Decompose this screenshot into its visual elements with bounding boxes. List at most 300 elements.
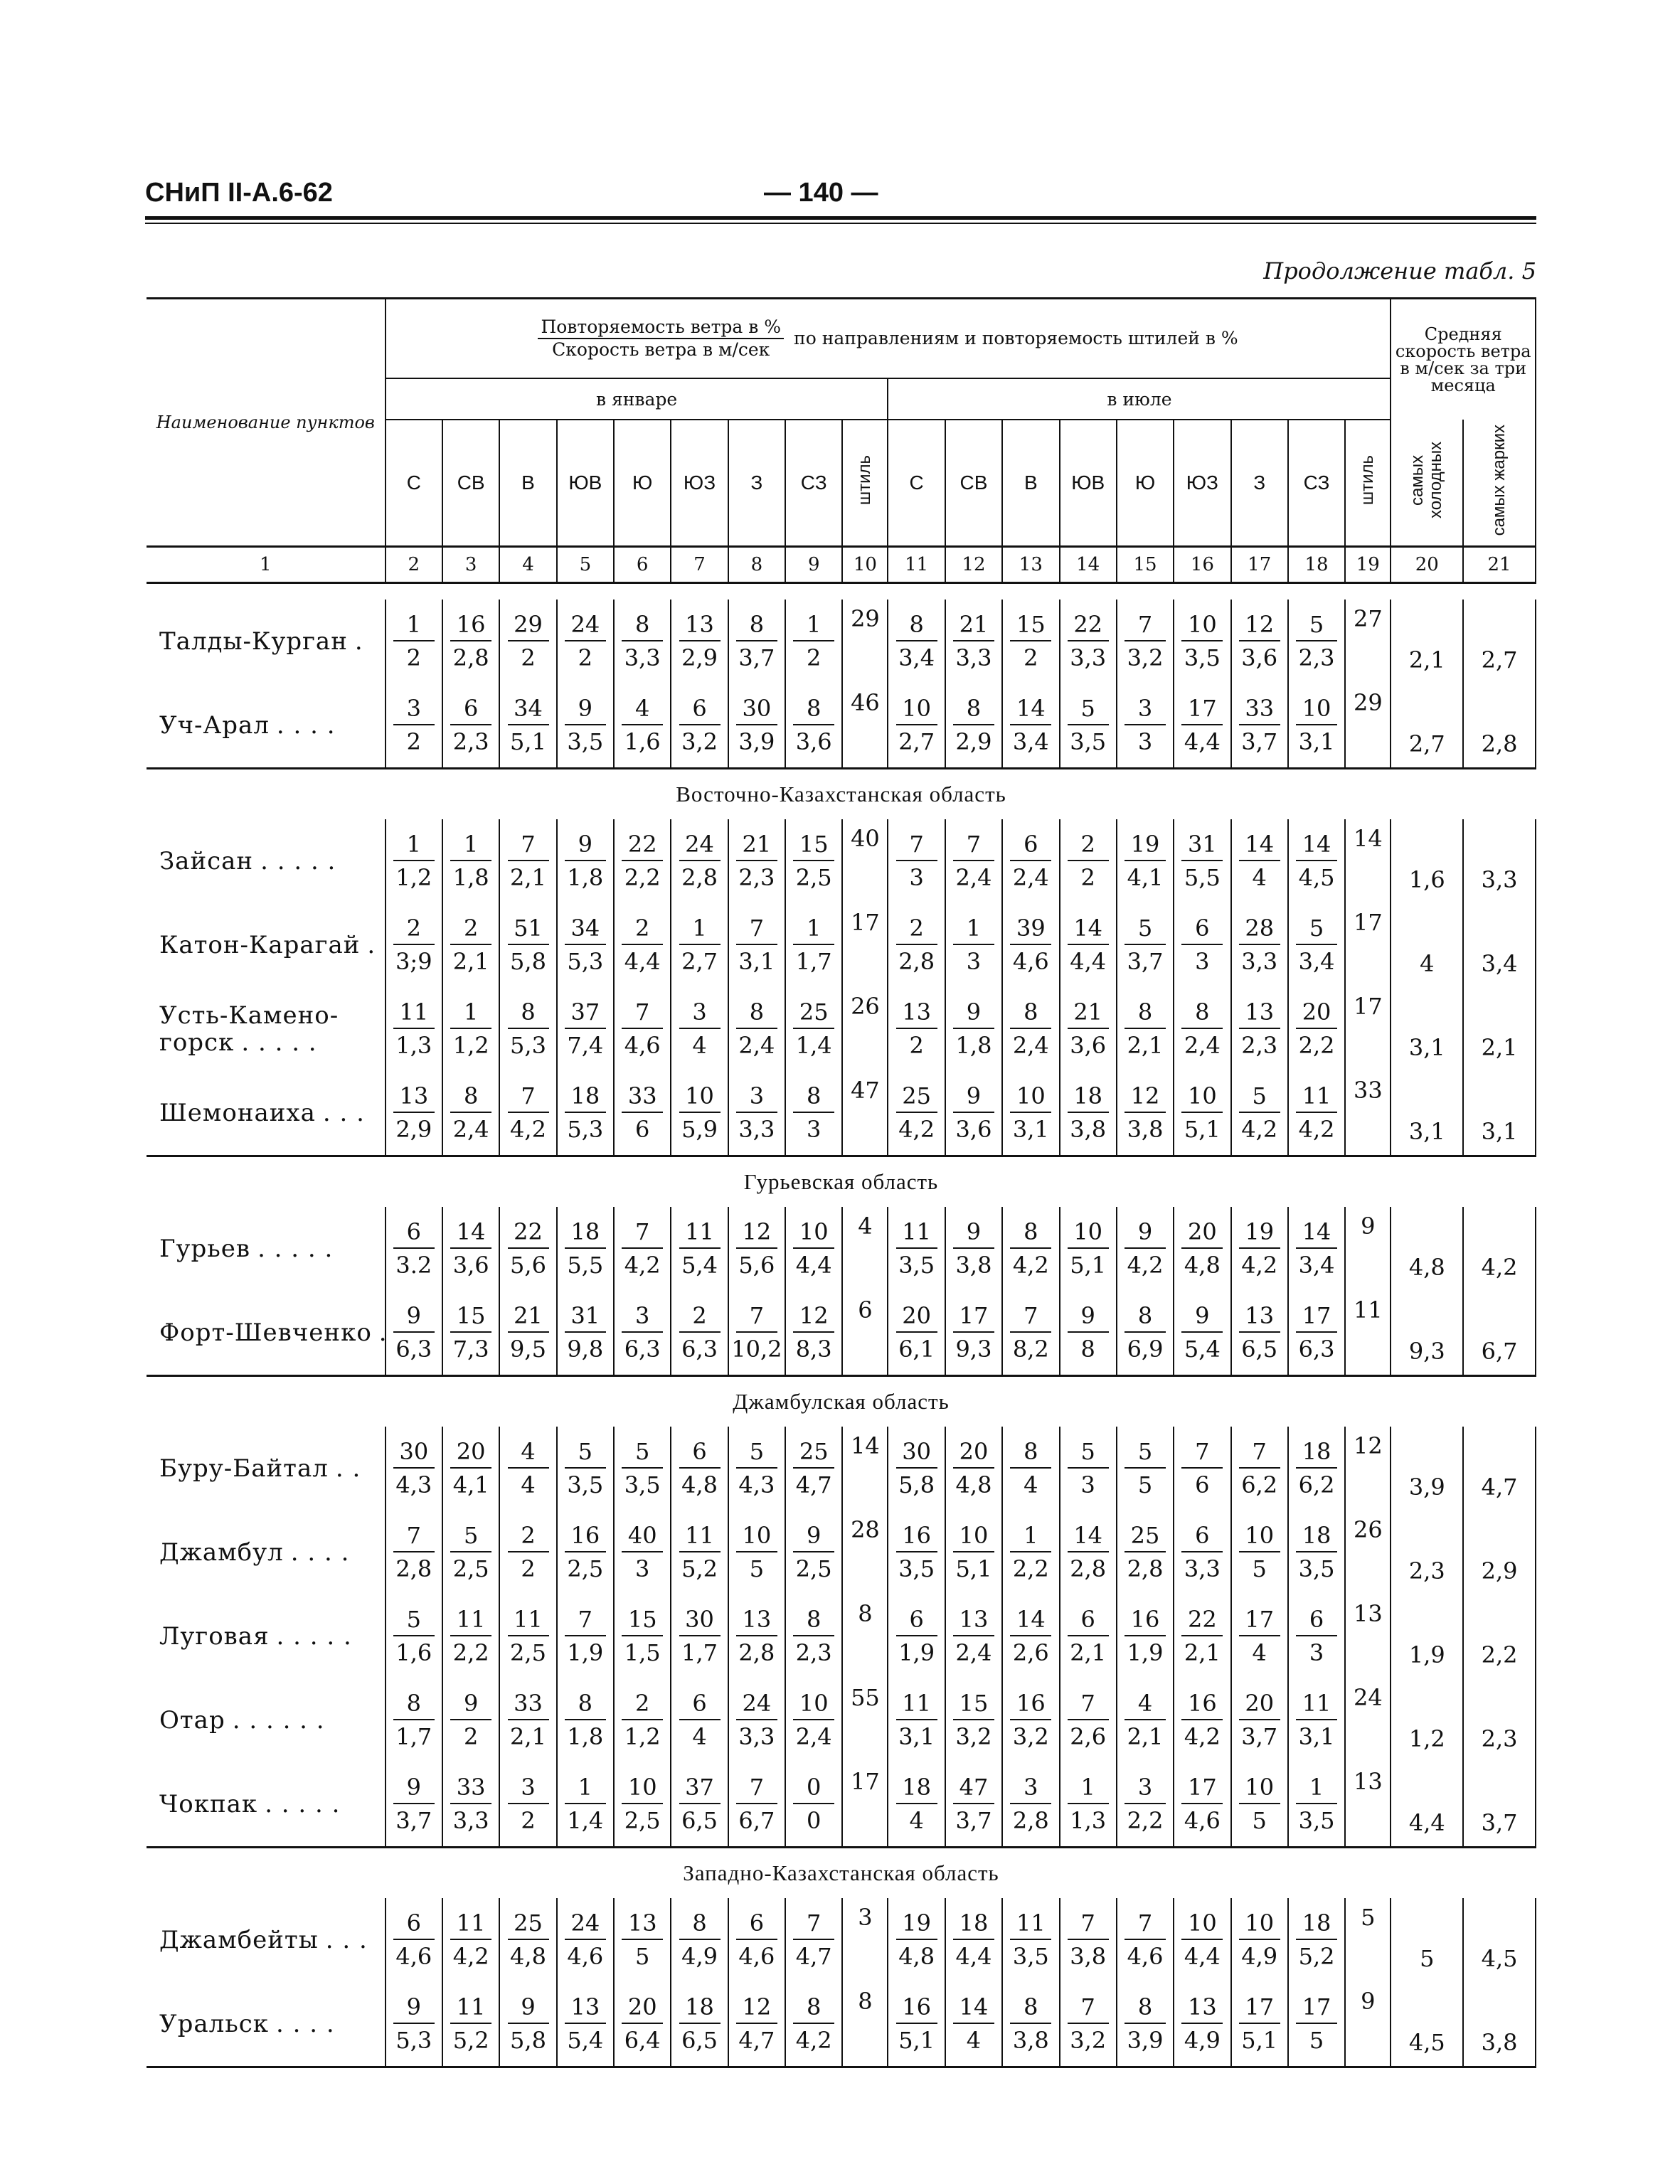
wind-speed: 4,4 <box>795 1252 832 1279</box>
header-direction-jul: СЗ <box>1288 420 1345 547</box>
wind-fraction <box>946 819 1001 903</box>
wind-cell-jul <box>945 1291 1002 1376</box>
wind-frequency: 37 <box>679 1772 721 1804</box>
wind-cell-jan <box>499 600 556 683</box>
wind-frequency: 14 <box>450 1216 491 1249</box>
wind-frequency: 8 <box>508 996 549 1029</box>
wind-fraction <box>946 1594 1001 1678</box>
wind-fraction <box>1117 1071 1173 1155</box>
wind-fraction <box>671 987 727 1071</box>
wind-cell-jan <box>386 1427 442 1511</box>
wind-fraction <box>615 1762 670 1846</box>
wind-fraction <box>888 903 944 987</box>
wind-frequency: 5 <box>1068 1436 1109 1469</box>
wind-speed: 8,3 <box>795 1336 832 1363</box>
wind-frequency: 6 <box>679 693 721 725</box>
wind-cell-jan <box>614 600 671 683</box>
wind-speed: 3 <box>807 1116 822 1143</box>
wind-fraction <box>615 1594 670 1678</box>
wind-fraction <box>888 683 944 767</box>
calm-frequency-jul: 29 <box>1345 683 1391 769</box>
page-header <box>145 178 1536 215</box>
wind-frequency: 10 <box>896 693 937 725</box>
wind-fraction <box>500 1898 555 1982</box>
wind-cell-jan <box>728 1071 785 1156</box>
wind-fraction <box>1289 819 1344 903</box>
wind-cell-jan <box>671 1762 728 1848</box>
station-name <box>147 1898 386 1982</box>
wind-fraction <box>946 600 1001 683</box>
wind-fraction <box>729 1678 785 1762</box>
wind-fraction <box>786 1982 841 2066</box>
wind-speed: 4,8 <box>955 1471 992 1498</box>
wind-speed: 2,7 <box>898 728 935 755</box>
wind-fraction <box>1117 1291 1173 1375</box>
wind-cell-jul <box>1231 1207 1288 1291</box>
calm-frequency-jan: 47 <box>842 1071 888 1156</box>
wind-cell-jan <box>728 600 785 683</box>
wind-fraction <box>1232 903 1287 987</box>
wind-cell-jul <box>1002 1594 1059 1678</box>
wind-cell-jan <box>785 1071 842 1156</box>
wind-speed: 6,1 <box>898 1336 935 1363</box>
wind-frequency: 6 <box>1068 1604 1109 1636</box>
wind-fraction <box>386 683 442 767</box>
wind-fraction <box>1174 903 1230 987</box>
wind-fraction <box>786 1071 841 1155</box>
column-number: 15 <box>1117 547 1174 583</box>
wind-fraction <box>1117 1511 1173 1594</box>
station-name-text: Гурьев <box>159 1235 251 1263</box>
wind-cell-jan <box>785 987 842 1071</box>
wind-cell-jul <box>1060 1207 1117 1291</box>
header-direction-jul: ЮЗ <box>1174 420 1230 547</box>
wind-cell-jan <box>442 819 499 903</box>
wind-speed: 3,5 <box>1298 1807 1335 1834</box>
wind-cell-jan <box>557 1982 614 2067</box>
wind-frequency: 3 <box>1010 1772 1051 1804</box>
wind-cell-jul <box>888 1511 945 1594</box>
station-name <box>147 903 386 987</box>
wind-frequency: 9 <box>1181 1300 1223 1333</box>
wind-speed: 3,9 <box>1127 2027 1164 2054</box>
wind-speed: 1,6 <box>395 1639 432 1666</box>
wind-speed: 3,7 <box>1127 948 1164 975</box>
wind-frequency: 8 <box>1010 1216 1051 1249</box>
wind-frequency: 18 <box>565 1080 606 1113</box>
wind-frequency: 3 <box>679 996 721 1029</box>
wind-fraction <box>1003 1594 1058 1678</box>
wind-frequency: 17 <box>1296 1991 1337 2024</box>
wind-frequency: 14 <box>1239 829 1280 861</box>
wind-fraction <box>1232 819 1287 903</box>
wind-frequency: 11 <box>1296 1688 1337 1720</box>
wind-speed: 5,3 <box>395 2027 432 2054</box>
wind-frequency: 21 <box>736 829 777 861</box>
wind-speed: 3,3 <box>1070 644 1107 671</box>
wind-fraction <box>1232 1678 1287 1762</box>
wind-cell-jul <box>1060 1898 1117 1982</box>
header-direction-jul: З <box>1231 420 1288 547</box>
wind-speed: 5,6 <box>738 1252 775 1279</box>
wind-cell-jan <box>557 1427 614 1511</box>
wind-speed: 2,2 <box>1127 1807 1164 1834</box>
calm-frequency-jan: 40 <box>842 819 888 903</box>
wind-fraction <box>558 1762 613 1846</box>
wind-speed: 4 <box>909 1807 924 1834</box>
wind-fraction <box>1060 903 1116 987</box>
wind-cell-jan <box>614 1982 671 2067</box>
wind-cell-jul <box>1002 600 1059 683</box>
wind-speed: 5,2 <box>681 1555 718 1582</box>
wind-fraction <box>558 1898 613 1982</box>
wind-speed: 2,4 <box>452 1116 489 1143</box>
wind-fraction <box>786 1898 841 1982</box>
wind-frequency: 33 <box>508 1688 549 1720</box>
wind-frequency: 14 <box>953 1991 994 2024</box>
wind-cell-jul <box>1002 1982 1059 2067</box>
wind-fraction <box>615 1291 670 1375</box>
station-name <box>147 1207 386 1291</box>
station-name <box>147 987 386 1071</box>
wind-cell-jul <box>1231 903 1288 987</box>
wind-speed: 2,5 <box>795 864 832 891</box>
header-direction-jul: В <box>1002 420 1059 547</box>
wind-fraction <box>558 683 613 767</box>
header-hottest-label: самых жарких <box>1489 424 1509 536</box>
wind-fraction <box>443 819 499 903</box>
wind-frequency: 17 <box>1181 1772 1223 1804</box>
wind-fraction <box>1232 1207 1287 1291</box>
wind-frequency: 10 <box>953 1520 994 1552</box>
wind-fraction <box>946 1678 1001 1762</box>
wind-cell-jan <box>386 987 442 1071</box>
wind-cell-jul <box>1117 1982 1174 2067</box>
wind-speed: 5,8 <box>510 2027 546 2054</box>
wind-cell-jul <box>1002 1898 1059 1982</box>
wind-fraction <box>1289 1762 1344 1846</box>
wind-speed: 6,3 <box>1298 1336 1335 1363</box>
wind-frequency: 33 <box>622 1080 663 1113</box>
wind-fraction <box>1060 1291 1116 1375</box>
wind-cell-jul <box>1288 1898 1345 1982</box>
wind-frequency: 10 <box>622 1772 663 1804</box>
wind-cell-jan <box>671 903 728 987</box>
wind-speed: 3,3 <box>624 644 661 671</box>
wind-speed: 4 <box>1252 864 1267 891</box>
wind-fraction <box>1289 903 1344 987</box>
wind-fraction <box>1117 1898 1173 1982</box>
wind-speed: 4,7 <box>795 1943 832 1970</box>
wind-cell-jan <box>728 1207 785 1291</box>
wind-cell-jan <box>614 1071 671 1156</box>
avg-speed-coldest: 4,4 <box>1391 1762 1463 1848</box>
wind-fraction <box>671 1291 727 1375</box>
wind-speed: 3,3 <box>955 644 992 671</box>
wind-frequency: 9 <box>565 829 606 861</box>
wind-cell-jul <box>1174 1427 1230 1511</box>
wind-cell-jul <box>1117 903 1174 987</box>
wind-speed: 3,6 <box>795 728 832 755</box>
wind-frequency: 8 <box>1125 1300 1166 1333</box>
wind-frequency: 9 <box>953 1080 994 1113</box>
wind-cell-jan <box>557 600 614 683</box>
wind-speed: 2,8 <box>395 1555 432 1582</box>
wind-cell-jan <box>614 1898 671 1982</box>
wind-cell-jul <box>1060 1762 1117 1848</box>
wind-frequency: 1 <box>450 829 491 861</box>
wind-frequency: 10 <box>1181 1080 1223 1113</box>
wind-cell-jan <box>614 1511 671 1594</box>
wind-fraction <box>1060 683 1116 767</box>
wind-frequency: 4 <box>622 693 663 725</box>
wind-frequency: 25 <box>793 1436 834 1469</box>
wind-cell-jul <box>1117 1291 1174 1376</box>
wind-frequency: 7 <box>793 1907 834 1940</box>
wind-frequency: 11 <box>450 1907 491 1940</box>
wind-speed: 5,9 <box>681 1116 718 1143</box>
wind-speed: 3,5 <box>898 1252 935 1279</box>
wind-speed: 2,1 <box>510 1723 546 1750</box>
wind-fraction <box>558 1071 613 1155</box>
wind-frequency: 1 <box>793 609 834 641</box>
wind-cell-jan <box>442 1594 499 1678</box>
wind-speed: 3,3 <box>738 1723 775 1750</box>
wind-frequency: 7 <box>622 996 663 1029</box>
wind-cell-jul <box>1231 1594 1288 1678</box>
wind-fraction <box>1003 819 1058 903</box>
wind-frequency: 3 <box>1125 1772 1166 1804</box>
wind-frequency: 8 <box>1010 1991 1051 2024</box>
wind-fraction <box>1174 1291 1230 1375</box>
header-main-title <box>386 299 1391 379</box>
wind-cell-jul <box>1117 1511 1174 1594</box>
wind-frequency: 7 <box>1068 1991 1109 2024</box>
wind-frequency: 5 <box>1296 609 1337 641</box>
station-name <box>147 1678 386 1762</box>
wind-cell-jan <box>785 1291 842 1376</box>
column-number: 21 <box>1463 547 1536 583</box>
wind-frequency: 29 <box>508 609 549 641</box>
header-direction-jan: З <box>728 420 785 547</box>
wind-speed: 5 <box>749 1555 765 1582</box>
wind-fraction <box>888 1291 944 1375</box>
wind-fraction <box>1117 1678 1173 1762</box>
wind-speed: 3,9 <box>738 728 775 755</box>
wind-cell-jul <box>1060 1511 1117 1594</box>
wind-frequency: 16 <box>896 1520 937 1552</box>
wind-fraction <box>888 987 944 1071</box>
wind-fraction <box>500 1511 555 1594</box>
column-number: 12 <box>945 547 1002 583</box>
wind-speed: 5,5 <box>567 1252 604 1279</box>
calm-frequency-jan: 29 <box>842 600 888 683</box>
wind-speed: 3,8 <box>955 1252 992 1279</box>
leader-dots: . . . . <box>276 2010 335 2038</box>
avg-speed-coldest: 1,2 <box>1391 1678 1463 1762</box>
wind-fraction <box>1003 903 1058 987</box>
wind-cell-jul <box>1174 683 1230 769</box>
wind-frequency: 6 <box>450 693 491 725</box>
wind-fraction <box>888 1207 944 1291</box>
wind-speed: 4,2 <box>510 1116 546 1143</box>
wind-cell-jan <box>442 1427 499 1511</box>
wind-fraction <box>729 1511 785 1594</box>
avg-speed-hottest: 6,7 <box>1463 1291 1536 1376</box>
wind-speed: 2 <box>1024 644 1038 671</box>
wind-fraction <box>1003 1071 1058 1155</box>
wind-fraction <box>671 1511 727 1594</box>
header-direction-jul: ЮВ <box>1060 420 1117 547</box>
station-name-text: Усть-Камено- <box>159 1001 339 1030</box>
wind-speed: 2,5 <box>510 1639 546 1666</box>
wind-cell-jul <box>945 1071 1002 1156</box>
wind-speed: 4,3 <box>738 1471 775 1498</box>
wind-fraction <box>671 1982 727 2066</box>
wind-fraction <box>729 683 785 767</box>
wind-fraction <box>615 1511 670 1594</box>
wind-frequency: 12 <box>736 1216 777 1249</box>
wind-speed: 1,6 <box>624 728 661 755</box>
wind-frequency: 11 <box>1296 1080 1337 1113</box>
header-direction-jan: СВ <box>442 420 499 547</box>
wind-cell-jan <box>614 903 671 987</box>
wind-speed: 3,8 <box>1012 2027 1049 2054</box>
wind-speed: 5,5 <box>1184 864 1221 891</box>
wind-frequency: 9 <box>393 1300 435 1333</box>
column-number: 17 <box>1231 547 1288 583</box>
wind-cell-jan <box>785 1678 842 1762</box>
wind-fraction <box>500 1982 555 2066</box>
wind-fraction <box>558 903 613 987</box>
wind-frequency: 6 <box>1010 829 1051 861</box>
wind-frequency: 15 <box>450 1300 491 1333</box>
wind-frequency: 7 <box>1125 609 1166 641</box>
wind-speed: 4,8 <box>510 1943 546 1970</box>
wind-frequency: 15 <box>622 1604 663 1636</box>
wind-frequency: 18 <box>1296 1520 1337 1552</box>
wind-fraction <box>386 1207 442 1291</box>
wind-frequency: 8 <box>1010 1436 1051 1469</box>
wind-cell-jan <box>557 1898 614 1982</box>
wind-cell-jul <box>1002 683 1059 769</box>
wind-fraction <box>786 1207 841 1291</box>
wind-speed: 5 <box>1252 1807 1267 1834</box>
wind-cell-jan <box>671 1594 728 1678</box>
wind-frequency: 6 <box>736 1907 777 1940</box>
wind-fraction <box>443 1511 499 1594</box>
wind-speed: 4,2 <box>898 1116 935 1143</box>
avg-speed-coldest: 9,3 <box>1391 1291 1463 1376</box>
wind-cell-jan <box>728 683 785 769</box>
column-number: 4 <box>499 547 556 583</box>
wind-cell-jul <box>1174 1511 1230 1594</box>
wind-cell-jul <box>1231 1898 1288 1982</box>
wind-speed: 3,6 <box>955 1116 992 1143</box>
wind-frequency: 11 <box>679 1520 721 1552</box>
wind-cell-jan <box>499 1678 556 1762</box>
wind-frequency: 10 <box>1181 1907 1223 1940</box>
wind-cell-jul <box>1231 683 1288 769</box>
wind-cell-jan <box>557 1762 614 1848</box>
wind-frequency: 2 <box>393 912 435 945</box>
wind-fraction <box>888 1898 944 1982</box>
wind-speed: 2,5 <box>567 1555 604 1582</box>
wind-fraction <box>1232 1594 1287 1678</box>
wind-frequency: 8 <box>793 1991 834 2024</box>
wind-cell-jul <box>888 1762 945 1848</box>
wind-speed: 5,2 <box>452 2027 489 2054</box>
wind-speed: 6,5 <box>1241 1336 1278 1363</box>
wind-fraction <box>443 1594 499 1678</box>
calm-frequency-jul: 9 <box>1345 1207 1391 1291</box>
wind-speed: 3,7 <box>1241 1723 1278 1750</box>
wind-cell-jul <box>1117 683 1174 769</box>
wind-fraction <box>946 1511 1001 1594</box>
wind-cell-jul <box>1288 1291 1345 1376</box>
wind-cell-jul <box>1288 1594 1345 1678</box>
station-name-text: Уч-Арал <box>159 711 270 740</box>
wind-cell-jul <box>945 683 1002 769</box>
avg-speed-hottest: 2,3 <box>1463 1678 1536 1762</box>
wind-cell-jan <box>785 600 842 683</box>
wind-frequency: 10 <box>1239 1907 1280 1940</box>
wind-cell-jul <box>1288 1511 1345 1594</box>
avg-speed-hottest: 3,1 <box>1463 1071 1536 1156</box>
avg-speed-hottest: 2,1 <box>1463 987 1536 1071</box>
wind-cell-jul <box>1117 1678 1174 1762</box>
wind-frequency: 7 <box>736 1772 777 1804</box>
wind-fraction <box>443 1762 499 1846</box>
wind-fraction <box>729 1762 785 1846</box>
wind-speed: 2 <box>521 644 536 671</box>
wind-speed: 4,2 <box>795 2027 832 2054</box>
wind-frequency: 8 <box>793 1080 834 1113</box>
avg-speed-hottest: 4,2 <box>1463 1207 1536 1291</box>
wind-speed: 3,1 <box>898 1723 935 1750</box>
wind-fraction <box>946 1291 1001 1375</box>
wind-fraction <box>558 1511 613 1594</box>
wind-cell-jan <box>728 903 785 987</box>
wind-frequency: 15 <box>793 829 834 861</box>
wind-fraction <box>1060 987 1116 1071</box>
wind-cell-jul <box>945 1982 1002 2067</box>
wind-speed: 1,7 <box>395 1723 432 1750</box>
wind-speed: 5,8 <box>898 1471 935 1498</box>
wind-frequency: 17 <box>1181 693 1223 725</box>
wind-frequency: 10 <box>793 1216 834 1249</box>
wind-frequency: 2 <box>679 1300 721 1333</box>
table-row <box>147 1071 1536 1156</box>
wind-fraction <box>1003 1511 1058 1594</box>
wind-fraction <box>1060 1762 1116 1846</box>
wind-fraction <box>946 1898 1001 1982</box>
wind-speed: 4,2 <box>1241 1116 1278 1143</box>
wind-speed: 3,5 <box>1070 728 1107 755</box>
page-number: — 140 — <box>764 178 878 208</box>
wind-speed: 5,1 <box>1184 1116 1221 1143</box>
wind-fraction <box>615 903 670 987</box>
wind-frequency: 39 <box>1010 912 1051 945</box>
wind-fraction <box>500 1678 555 1762</box>
wind-cell-jan <box>386 600 442 683</box>
calm-frequency-jan: 8 <box>842 1594 888 1678</box>
wind-cell-jul <box>888 683 945 769</box>
wind-fraction <box>888 600 944 683</box>
wind-fraction <box>1174 1982 1230 2066</box>
wind-speed: 5,4 <box>567 2027 604 2054</box>
wind-speed: 3 <box>909 864 924 891</box>
